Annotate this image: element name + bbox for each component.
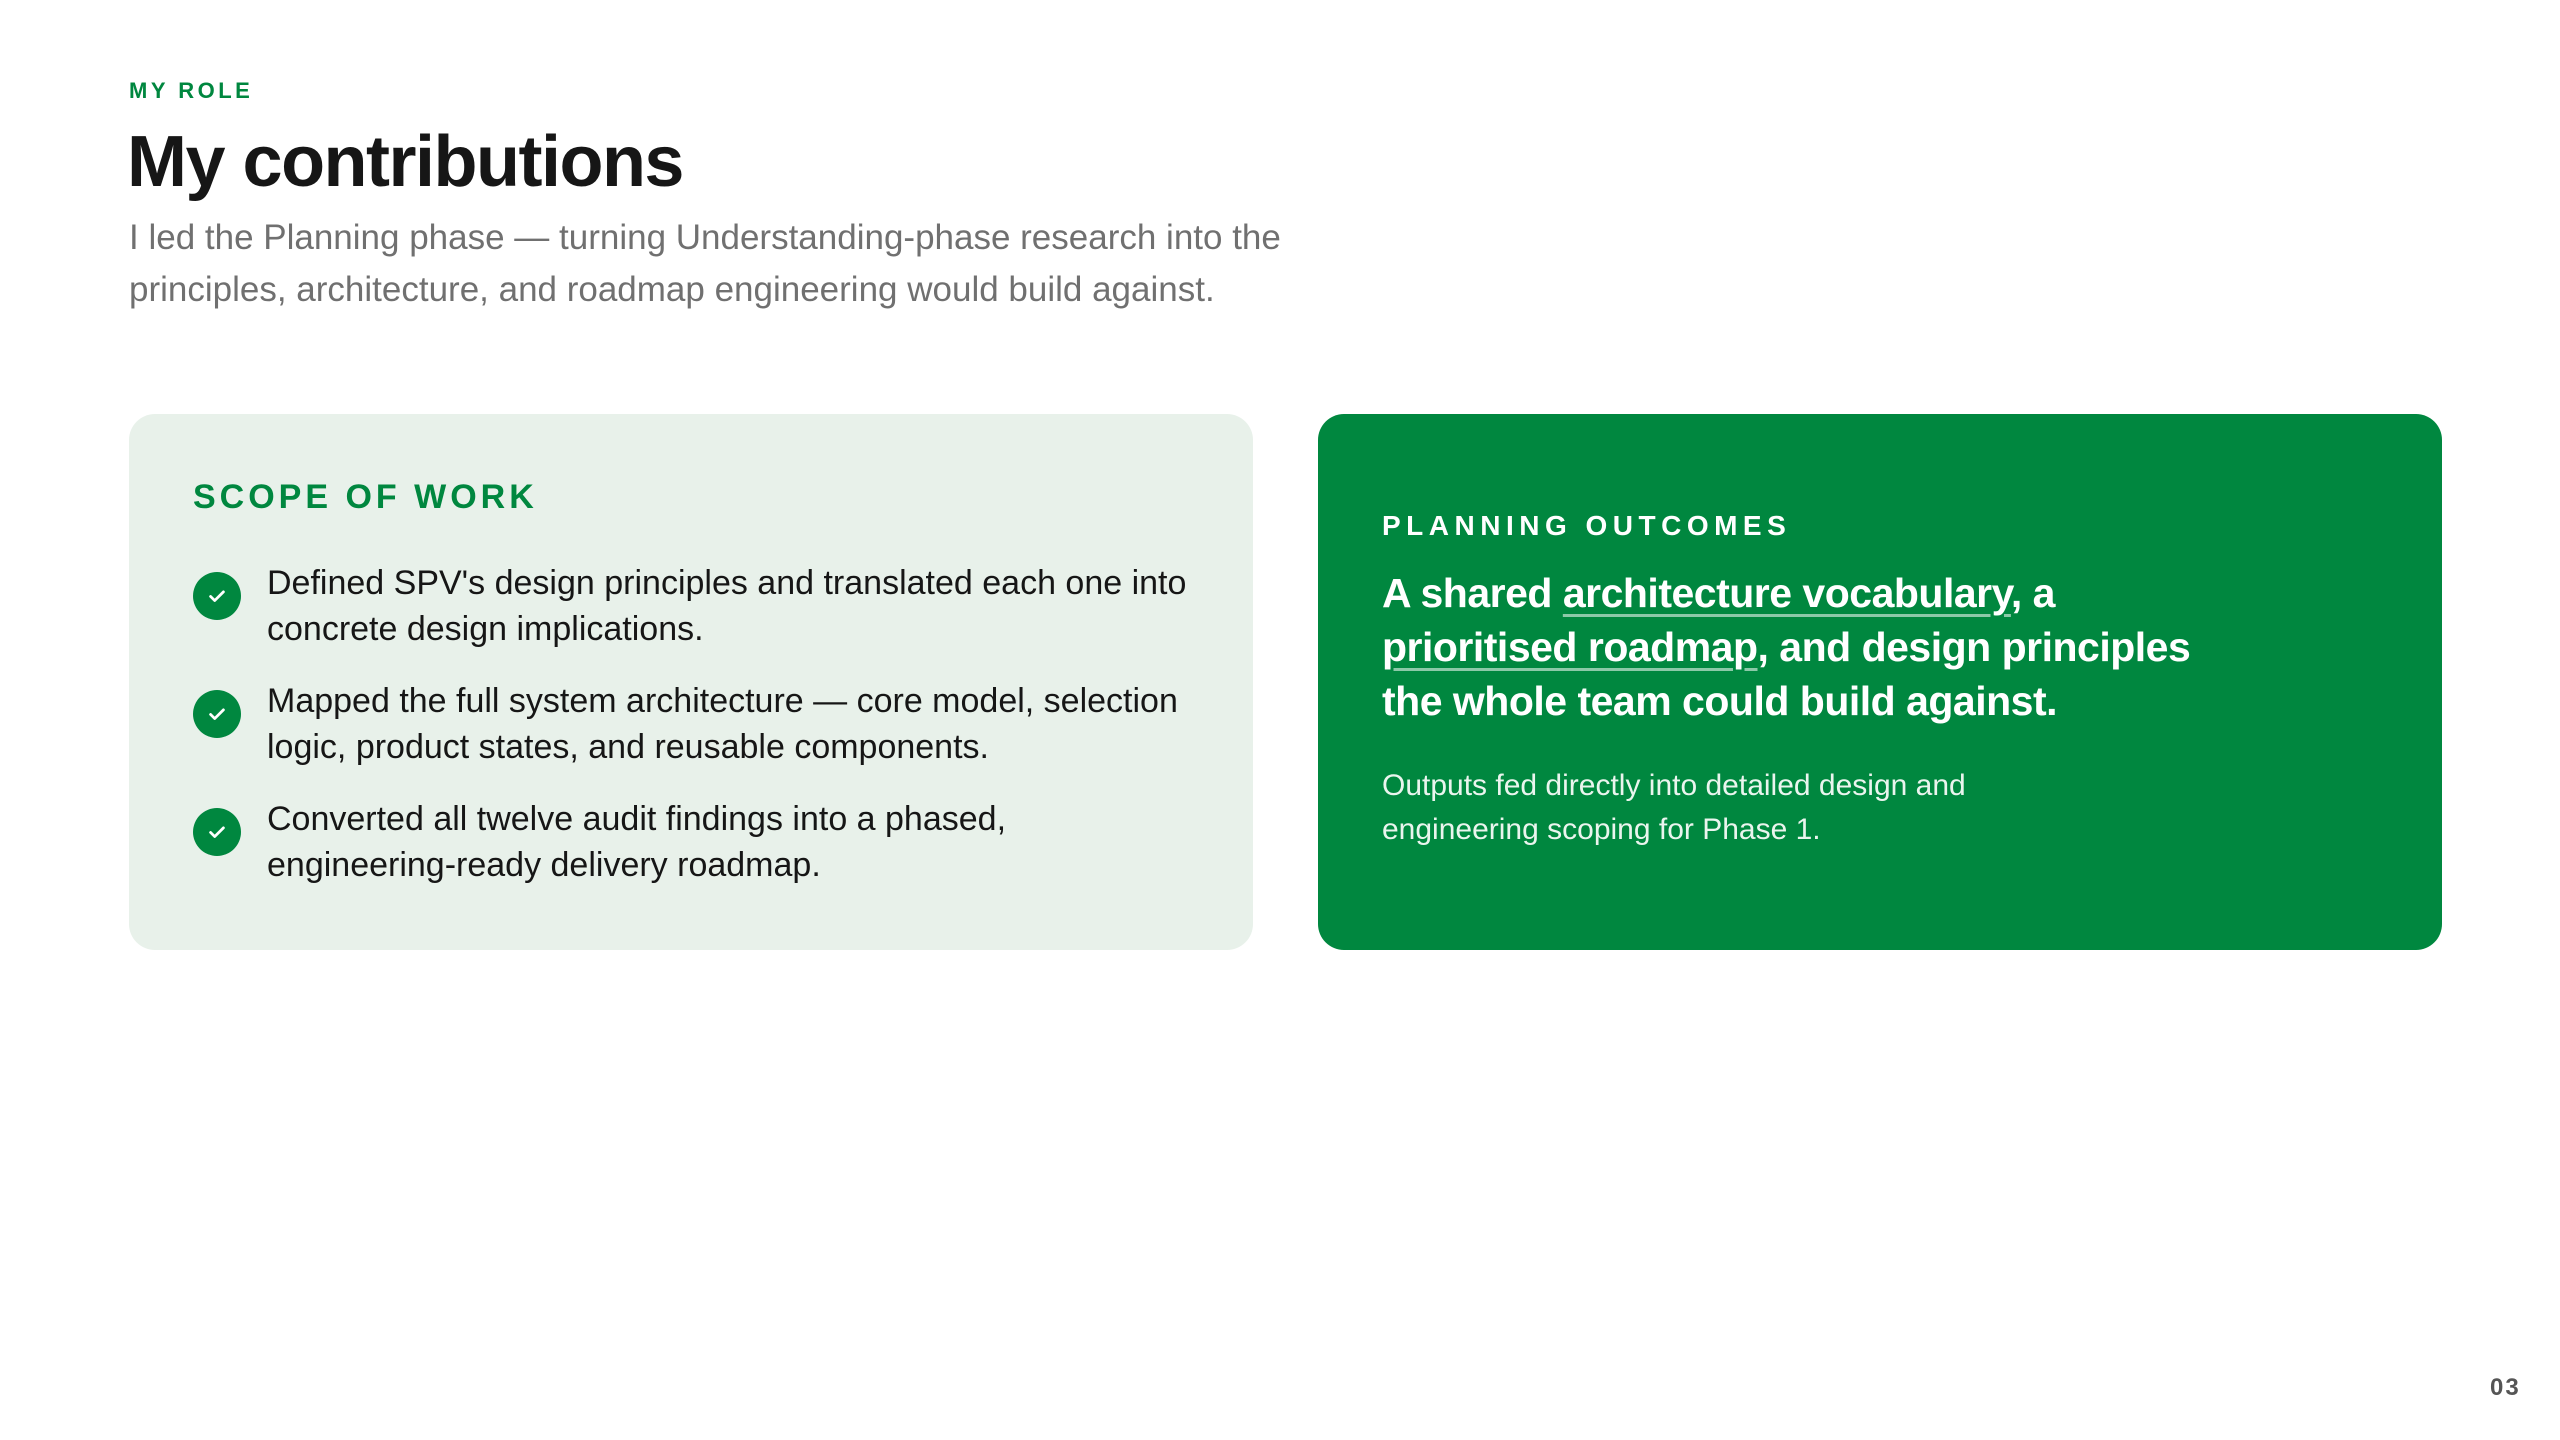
list-item: [193, 560, 1203, 652]
check-icon: [193, 808, 241, 856]
page-number: 03: [2490, 1374, 2521, 1401]
page-title: My contributions: [127, 122, 683, 202]
list-item-text: Mapped the full system architecture — core model, selection logic, product states, and reusable components.: [267, 682, 1178, 766]
statement-text: , a: [2010, 570, 2055, 616]
section-eyebrow: MY ROLE: [129, 78, 254, 103]
statement-text: A shared: [1382, 570, 1563, 616]
outcomes-note: Outputs fed directly into detailed design and engineering scoping for Phase 1.: [1382, 769, 1966, 846]
list-item-text: Converted all twelve audit findings into a phased, engineering-ready delivery roadmap.: [267, 800, 1007, 884]
highlight-prioritised-roadmap: prioritised roadmap: [1382, 624, 1758, 670]
planning-outcomes-heading: PLANNING OUTCOMES: [1382, 510, 1792, 541]
list-item: [193, 796, 1203, 888]
check-icon: [193, 572, 241, 620]
scope-list: [193, 560, 1203, 914]
scope-of-work-heading: SCOPE OF WORK: [193, 478, 538, 516]
planning-outcomes-card: [1318, 414, 2442, 950]
page-subtitle: I led the Planning phase — turning Understanding-phase research into the principles, architecture, and roadmap engineering would build against.: [129, 218, 1281, 309]
statement-text: , and design principles the whole team could build against.: [1382, 624, 2191, 724]
outcomes-statement: [1382, 566, 2212, 728]
list-item-text: Defined SPV's design principles and translated each one into concrete design implications.: [267, 564, 1187, 648]
list-item: [193, 678, 1203, 770]
highlight-architecture-vocabulary: architecture vocabulary: [1562, 570, 2011, 616]
check-icon: [193, 690, 241, 738]
scope-of-work-card: [129, 414, 1253, 950]
